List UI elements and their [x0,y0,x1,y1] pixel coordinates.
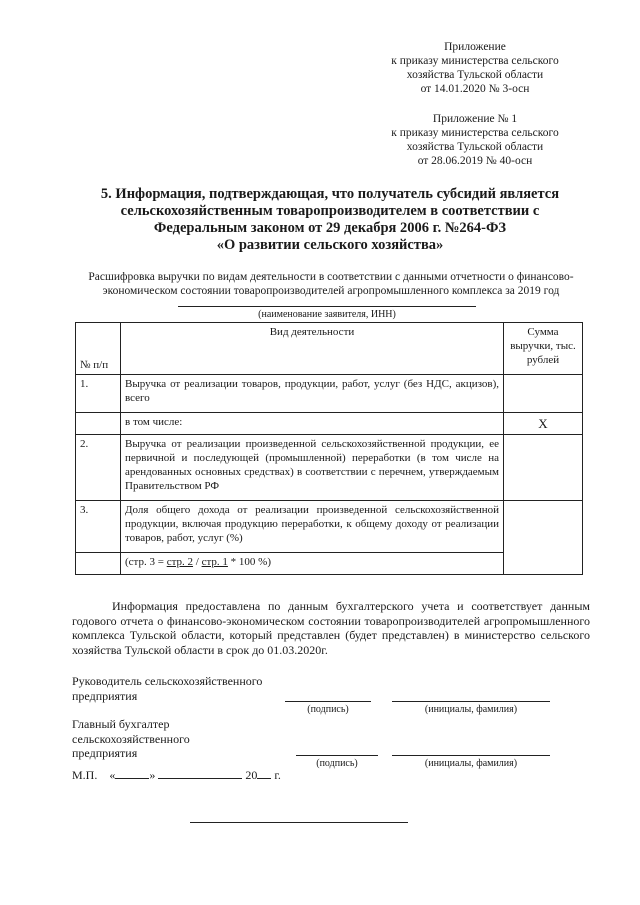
row-sum-cell[interactable] [504,375,583,413]
applicant-name-line [178,306,476,307]
head-label [72,674,262,703]
accountant-label-line: Главный бухгалтер [72,717,170,731]
table-header-row [76,323,583,375]
title-line: сельскохозяйственным товаропроизводителем в соответствии с [120,203,540,219]
annex-line: Приложение [444,41,506,53]
head-signature-caption: (подпись) [307,704,349,715]
date-year-field[interactable] [257,778,271,779]
accountant-label-line: сельскохозяйственного [72,731,190,746]
header-number [76,323,121,375]
row-activity: Выручка от реализации произведенной сельскохозяйственной продукции, ее первичной и последующей (промышленной) переработки (в том числе на арендованных основных средствах) в соответствии с перечнем, утверждаемым Правительством РФ [121,435,504,501]
date-month-field[interactable] [158,778,242,779]
info-paragraph: Информация предоставлена по данным бухгалтерского учета и соответствует данным годового отчета о финансово-экономическом состоянии товаропроизводителей агропромышленного комплекса Тульской области, который представлен (будет представлен) в министерство сельского хозяйства Тульской области в срок до 01.03.2020г. [72,599,590,657]
row-number: 1. [76,375,121,413]
table-row [76,501,583,553]
formula-link-row1: стр. 1 [201,556,228,568]
accountant-name-caption: (инициалы, фамилия) [424,758,518,769]
row-number [76,413,121,435]
table-row [76,435,583,501]
formula-suffix: * 100 %) [227,556,271,568]
date-year-prefix: 20 [245,768,258,782]
stamp-date-line [72,768,281,783]
date-day-field[interactable] [115,778,149,779]
row-number: 2. [76,435,121,501]
annex-line: к приказу министерства сельского [391,55,559,67]
row-number [76,553,121,575]
accountant-label-line: предприятия [72,746,138,760]
formula-separator: / [193,556,202,568]
head-name-caption: (инициалы, фамилия) [424,704,518,715]
annex-line: к приказу министерства сельского [391,127,559,139]
head-name-line[interactable] [392,701,550,702]
header-number-text: № п/п [80,359,109,371]
document-title [60,186,600,254]
accountant-signature-caption: (подпись) [316,758,358,769]
date-quote-close: » [149,768,156,782]
accountant-label [72,717,190,761]
row-sum-cell: Х [504,413,583,435]
table-description: Расшифровка выручки по видам деятельности в соответствии с данными отчетности о финансово-экономическом состоянии товаропроизводителей агропромышленного комплекса за 2019 год [88,271,574,297]
title-line: «О развитии сельского хозяйства» [216,237,444,253]
row-activity: в том числе: [121,413,504,435]
formula-link-row2: стр. 2 [166,556,194,568]
annex-line: от 28.06.2019 № 40-осн [417,155,533,167]
annex-header-1 [360,40,590,96]
bottom-rule [190,822,408,823]
applicant-caption: (наименование заявителя, ИНН) [258,309,396,320]
annex-header-2 [360,112,590,168]
annex-line: хозяйства Тульской области [406,69,544,81]
annex-line: хозяйства Тульской области [406,141,544,153]
accountant-name-line[interactable] [392,755,550,756]
row-activity: Выручка от реализации товаров, продукции, работ, услуг (без НДС, акцизов), всего [121,375,504,413]
table-row [76,413,583,435]
row-activity: Доля общего дохода от реализации произведенной сельскохозяйственной продукции, включая продукцию переработки, к общему доходу от реализации товаров, работ, услуг (%) [121,501,504,553]
table-row [76,375,583,413]
title-line: Федеральным законом от 29 декабря 2006 г. №264-ФЗ [153,220,507,236]
row-number: 3. [76,501,121,553]
row-formula [121,553,504,575]
accountant-signature-line[interactable] [296,755,378,756]
title-line: 5. Информация, подтверждающая, что получатель субсидий является [100,186,560,202]
head-label-line: предприятия [72,688,138,703]
date-quote-open: « [109,768,116,782]
annex-line: Приложение № 1 [432,113,518,125]
header-activity: Вид деятельности [121,323,504,375]
row-sum-cell[interactable] [504,435,583,501]
annex-line: от 14.01.2020 № 3-осн [420,83,530,95]
stamp-label: М.П. [72,768,98,782]
date-year-suffix: г. [274,768,281,782]
row-sum-cell[interactable] [504,501,583,575]
revenue-table [75,322,583,575]
head-signature-line[interactable] [285,701,371,702]
header-sum: Сумма выручки, тыс. рублей [504,323,583,375]
head-label-line: Руководитель сельскохозяйственного [72,674,263,688]
formula-text: (стр. 3 = [125,556,167,568]
